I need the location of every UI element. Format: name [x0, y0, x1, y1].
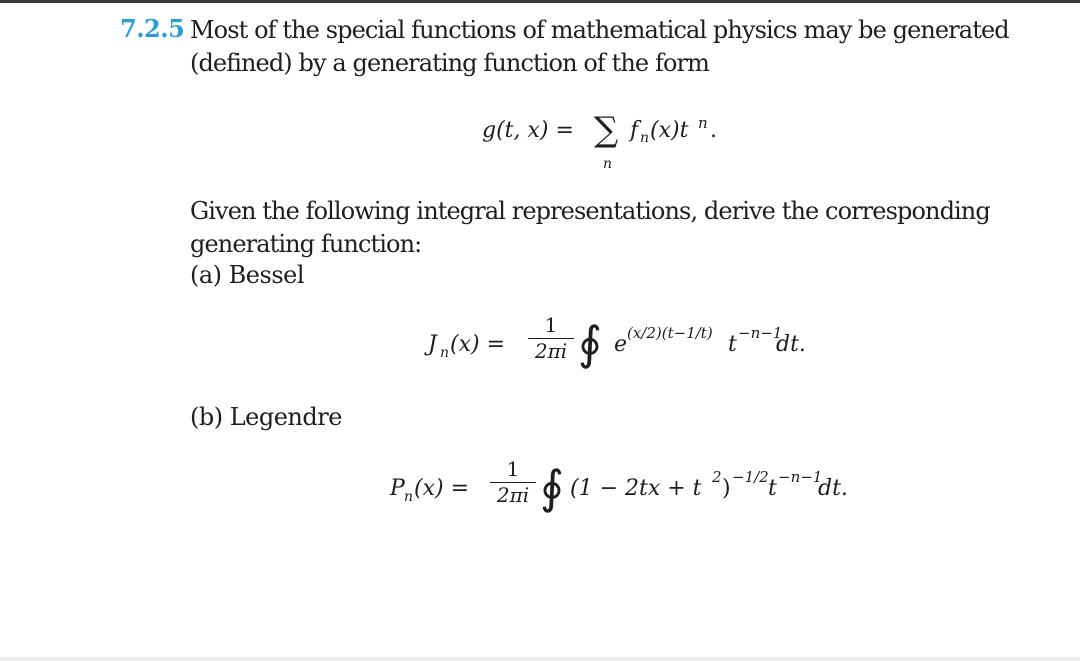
- legendre-tail-exponent: −n−1: [778, 468, 823, 486]
- legendre-body: (1 − 2tx + t: [570, 476, 702, 501]
- legendre-tail-t: t: [768, 476, 777, 501]
- legendre-lhs-rest: (x) =: [414, 476, 469, 501]
- instruction-line-2: generating function:: [190, 230, 422, 258]
- legendre-frac-denominator: 2πi: [496, 483, 530, 507]
- legendre-body-square: 2: [712, 468, 722, 486]
- legendre-body-close: ): [722, 476, 731, 501]
- bessel-fraction: [528, 314, 574, 363]
- contour-integral-symbol: ∮: [578, 316, 602, 370]
- eq1-term-rest: (x)t: [650, 118, 689, 143]
- eq1-term-f: f: [630, 118, 639, 143]
- bessel-lhs-rest: (x) =: [450, 332, 505, 357]
- bessel-dt: dt.: [776, 332, 806, 357]
- problem-intro: [190, 14, 1040, 80]
- part-a-label: (a) Bessel: [190, 261, 305, 289]
- legendre-fraction: [490, 458, 536, 507]
- sum-symbol: ∑: [594, 110, 619, 150]
- bessel-tail-exponent: −n−1: [738, 324, 783, 342]
- legendre-frac-numerator: 1: [490, 458, 536, 483]
- bessel-frac-denominator: 2πi: [534, 339, 568, 363]
- bessel-frac-numerator: 1: [528, 314, 574, 339]
- problem-number: 7.2.5: [120, 14, 185, 43]
- eq1-term-sub: n: [640, 130, 650, 146]
- eq1-period: .: [710, 118, 717, 143]
- legendre-dt: dt.: [818, 476, 848, 501]
- bessel-exponent: (x/2)(t−1/t): [627, 324, 713, 342]
- contour-integral-symbol: ∮: [540, 460, 564, 514]
- bessel-tail-t: t: [728, 332, 737, 357]
- bessel-lhs-j: J: [428, 332, 437, 357]
- problem-instruction: [190, 195, 1040, 261]
- legendre-lhs-sub: n: [404, 489, 414, 505]
- bessel-exp-base: e: [614, 332, 628, 357]
- bessel-lhs-sub: n: [440, 345, 450, 361]
- instruction-line-1: Given the following integral representations, derive the corresponding: [190, 197, 990, 225]
- eq1-lhs: g(t, x) =: [482, 118, 574, 143]
- part-b-label: (b) Legendre: [190, 403, 342, 431]
- legendre-lhs-p: P: [390, 476, 405, 501]
- legendre-body-exponent: −1/2: [732, 468, 769, 486]
- bottom-rule: [0, 657, 1080, 661]
- intro-line-1: Most of the special functions of mathematical physics may be generated: [190, 16, 1009, 44]
- eq1-term-sup: n: [698, 114, 708, 132]
- intro-line-2: (defined) by a generating function of the form: [190, 49, 709, 77]
- sum-index: n: [603, 156, 613, 172]
